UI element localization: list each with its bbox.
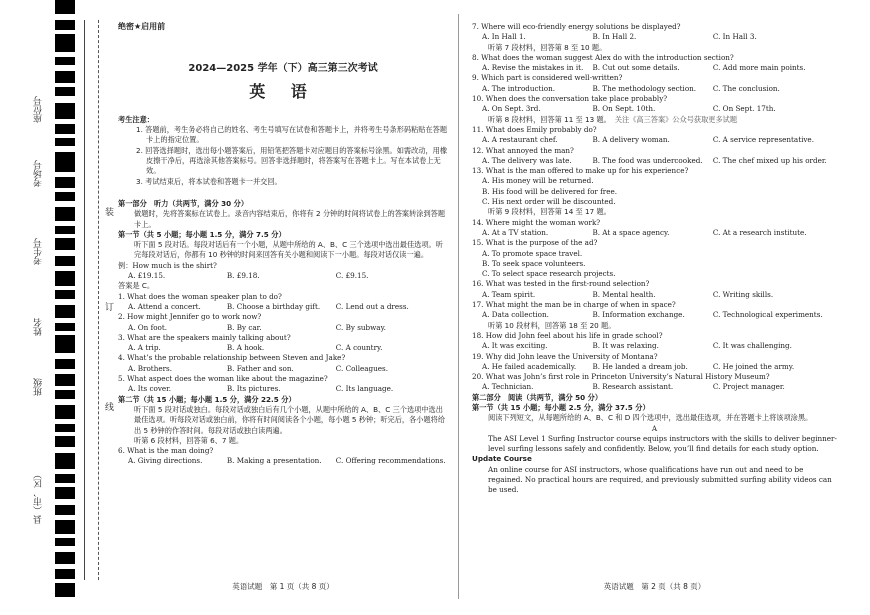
question: 2. How might Jennifer go to work now? [118,312,262,322]
barcode-bar [55,0,75,600]
question: 9. Which part is considered well-written? [472,73,623,83]
option: B. The food was undercooked. [592,155,703,165]
option: C. Lend out a dress. [335,301,409,311]
option: C. A service representative. [712,135,814,145]
p2sec1-intro: 阅读下列短文，从每题所给的 A、B、C 和 D 四个选项中，选出最佳选项，并在答题卡上将该项涂黑。 [488,413,813,423]
bar-segment [55,124,75,134]
county-label: 县（市、区） [34,470,44,524]
option: B. Father and son. [226,363,294,373]
page-2 [472,22,837,592]
part1-heading: 第一部分 听力（共两节，满分 30 分） [118,198,249,208]
options-row [472,290,837,300]
material-note-text: 听第 8 段材料，回答第 11 至 13 题。 [488,114,611,124]
option: C. Project manager. [712,382,785,392]
option: B. By car. [226,322,262,332]
option: B. A delivery woman. [592,135,670,145]
part2-heading: 第二部分 阅读（共两节，满分 50 分） [472,392,603,402]
options-row [472,382,837,392]
bar-segment [55,520,75,534]
bar-segment [55,0,75,14]
option: C. Offering recommendations. [335,456,446,466]
option: A. It was exciting. [482,341,548,351]
bar-segment [55,20,75,30]
page-1 [118,22,448,592]
bar-segment [55,207,75,221]
example-question: 例：How much is the shirt? [118,260,217,270]
options-row [118,456,448,466]
options-row [118,302,448,312]
part1-intro: 做题时，先将答案标在试卷上。录音内容结束后，你将有 2 分钟的时间将试卷上的答案转涂到答题卡上。 [134,209,446,229]
option: A. The introduction. [482,83,555,93]
binding-strip [10,0,115,600]
material-note: 听第 9 段材料，回答第 14 至 17 题。 [488,207,611,217]
bar-segment [55,323,75,331]
options-row [472,63,837,73]
option: A. A restaurant chef. [482,135,558,145]
bar-segment [55,96,75,103]
options-row [472,156,837,166]
question: 12. What annoyed the man? [472,145,574,155]
option: A. In Hall 1. [482,32,526,42]
option: C. In Hall 3. [712,32,757,42]
options-row [118,343,448,353]
option: A. The delivery was late. [482,155,572,165]
option: C. He joined the army. [712,361,795,371]
watermark-text: 关注《高三答案》公众号获取更多试题 [614,114,738,124]
option: B. To seek space volunteers. [482,258,586,268]
options-row [472,135,837,145]
bar-segment [55,335,75,353]
binding-line [84,20,85,580]
example-answer: 答案是 C。 [118,281,155,291]
passage-paragraph: The ASI Level 1 Surfing Instructor course equips instructors with the skills to deliver beginner-level surfing lessons safely and confidently. Below, you’ll find details for each study option. [488,433,837,454]
option: C. His next order will be discounted. [482,197,616,207]
option: C. To select space research projects. [482,269,616,279]
passage-paragraph: An online course for ASI instructors, whose qualifications have run out and need to be regained. No practical hours are required, and previously submitted surfing ability videos can be used. [488,464,832,495]
option: B. Mental health. [592,289,656,299]
bar-segment [55,177,75,188]
option: B. Making a presentation. [226,456,322,466]
option: B. Research assistant. [592,382,674,392]
example-options [118,271,448,281]
bar-segment [55,405,75,419]
page-footer: 英语试题 第 2 页（共 8 页） [603,581,706,591]
bar-segment [55,390,75,399]
option: B. It was relaxing. [592,341,659,351]
option: B. At a space agency. [592,227,670,237]
option: A. A trip. [128,343,161,353]
question: 19. Why did John leave the University of Montana? [472,351,658,361]
exam-no-label: 考生号 [34,238,44,265]
bar-segment [55,359,75,369]
bar-segment [55,374,75,386]
options-row [118,384,448,394]
bar-segment [55,57,75,65]
bar-segment [55,271,75,286]
notice-item: 3. 考试结束后，将本试卷和答题卡一并交回。 [136,176,282,186]
question: 4. What’s the probable relationship between Steven and Jake? [118,353,346,363]
option: B. Cut out some details. [592,63,680,73]
secret-label: 绝密★启用前 [118,22,166,31]
cut-line [98,20,99,580]
option: C. At a research institute. [712,227,807,237]
option: A. Team spirit. [482,289,536,299]
option: C. A country. [335,343,383,353]
option: A. Data collection. [482,310,549,320]
option: B. His food will be delivered for free. [482,186,618,196]
option: C. It was challenging. [712,341,792,351]
option: A. He failed academically. [482,361,577,371]
option: A. £19.15. [128,271,166,281]
bar-segment [55,453,75,469]
option: B. On Sept. 10th. [592,104,656,114]
option: A. Giving directions. [128,456,203,466]
bar-segment [55,474,75,483]
page-divider [458,14,459,599]
bar-segment [55,34,75,52]
bar-segment [55,290,75,299]
options-row [118,364,448,374]
seat-label: 座位号 [34,96,44,123]
option: C. Technological experiments. [712,310,823,320]
bar-segment [55,424,75,432]
material-note [472,115,837,125]
option: C. Colleagues. [335,363,389,373]
option: C. By subway. [335,322,386,332]
option: B. Its pictures. [226,384,281,394]
option: A. His money will be returned. [482,176,594,186]
passage-letter: A [651,423,658,433]
sec2-heading: 第二节（共 15 小题；每小题 1.5 分，满分 22.5 分） [118,394,296,404]
bar-segment [55,152,75,172]
room-label: 考场号 [34,160,44,187]
question: 1. What does the woman speaker plan to do? [118,291,282,301]
option: A. Revise the mistakes in it. [482,63,584,73]
option: B. Choose a birthday gift. [226,301,321,311]
notice-item: 1. 答题前，考生务必将自己的姓名、考生号填写在试卷和答题卡上，并将考生号条形码粘贴在答题卡上的指定位置。 [136,125,448,145]
option: B. In Hall 2. [592,32,637,42]
subject-title: 英 语 [249,81,317,101]
bar-segment [55,552,75,564]
option: C. The conclusion. [712,83,780,93]
bind-mark-2: 订 [105,303,115,313]
option: C. The chef mixed up his order. [712,155,827,165]
bar-segment [55,538,75,546]
question: 13. What is the man offered to make up for his experience? [472,166,689,176]
options-row [472,228,837,238]
options-row [472,310,837,320]
bar-segment [55,138,75,146]
option: C. Its language. [335,384,394,394]
options-row [472,104,837,114]
bar-segment [55,87,75,96]
bar-segment [55,71,75,83]
question: 18. How did John feel about his life in grade school? [472,330,663,340]
question: 3. What are the speakers mainly talking about? [118,332,291,342]
question: 10. When does the conversation take place probably? [472,94,668,104]
bind-mark-3: 线 [105,403,115,413]
bar-segment [55,226,75,234]
questions-1-5 [118,292,448,395]
bar-segment [55,487,75,499]
question: 6. What is the man doing? [118,446,214,456]
question: 8. What does the woman suggest Alex do with the introduction section? [472,52,734,62]
p2sec1-heading: 第一节（共 15 小题；每小题 2.5 分，满分 37.5 分） [472,402,650,412]
option: A. Technician. [482,382,534,392]
bar-segment [55,583,75,597]
bar-segment [55,305,75,318]
bar-segment [55,256,75,266]
option: C. Add more main points. [712,63,806,73]
option: A. Attend a concert. [128,301,201,311]
options-row [118,323,448,333]
question: 20. What was John’s first role in Princeton University’s Natural History Museum? [472,372,770,382]
question: 17. What might the man be in charge of when in space? [472,300,676,310]
option: A. On foot. [128,322,168,332]
option: C. Writing skills. [712,289,774,299]
bar-segment [55,569,75,579]
question: 14. Where might the woman work? [472,217,601,227]
material-note: 听第 7 段材料，回答第 8 至 10 题。 [488,42,607,52]
page-footer: 英语试题 第 1 页（共 8 页） [232,581,334,591]
option: C. £9.15. [335,271,369,281]
bar-segment [55,238,75,250]
material-note: 听第 10 段材料，回答第 18 至 20 题。 [488,320,616,330]
sec1-heading: 第一节（共 5 小题；每小题 1.5 分，满分 7.5 分） [118,229,286,239]
bar-segment [55,505,75,515]
question: 15. What is the purpose of the ad? [472,238,598,248]
options-row [472,84,837,94]
option: B. Information exchange. [592,310,685,320]
option: A. To promote space travel. [482,248,583,258]
sec1-intro: 听下面 5 段对话。每段对话后有一个小题，从题中所给的 A、B、C 三个选项中选出最佳选项。听完每段对话后，你都有 10 秒钟的时间来回答有关小题和阅读下一小题。每段对话仅读一遍。 [134,240,443,260]
sec2-intro: 听下面 5 段对话或独白。每段对话或独白后有几个小题，从题中所给的 A、B、C 三个选项中选出最佳选项。听每段对话或独白前，你将有时间阅读各个小题，每小题 5 秒钟；听完后，各小题将给出 5 秒钟的作答时间。每段对话或独白读两遍。 [134,404,446,435]
option: A. Its cover. [128,384,172,394]
option: B. The methodology section. [592,83,697,93]
options-row [472,341,837,351]
bind-mark-1: 装 [105,208,115,218]
bar-segment [55,436,75,447]
option: C. On Sept. 17th. [712,104,776,114]
name-label: 姓名 [34,318,44,336]
bar-segment [55,192,75,201]
question: 5. What aspect does the woman like about the magazine? [118,374,328,384]
option: B. £9.18. [226,271,260,281]
question: 16. What was tested in the first-round selection? [472,279,650,289]
bar-segment [55,103,75,119]
option: B. A hook. [226,343,265,353]
option: A. Brothers. [128,363,172,373]
option: B. He landed a dream job. [592,361,688,371]
option: A. At a TV station. [482,227,549,237]
class-label: 班级 [34,378,44,396]
question: 7. Where will eco-friendly energy solutions be displayed? [472,22,681,31]
notice-heading: 考生注意： [118,114,154,124]
exam-title: 2024—2025 学年（下）高三第三次考试 [188,63,378,75]
question: 11. What does Emily probably do? [472,124,597,134]
options-row [472,32,837,42]
material-note: 听第 6 段材料，回答第 6、7 题。 [134,435,244,445]
option: A. On Sept. 3rd. [482,104,541,114]
bar-segment [55,597,75,603]
options-row [472,362,837,372]
questions-7-20 [472,22,837,393]
update-heading: Update Course [472,454,532,464]
notice-item: 2. 回答选择题时，选出每小题答案后，用铅笔把答题卡对应题目的答案标号涂黑。如需改动，用橡皮擦干净后，再选涂其他答案标号。回答非选择题时，将答案写在答题卡上。写在本试卷上无效。 [136,145,448,176]
